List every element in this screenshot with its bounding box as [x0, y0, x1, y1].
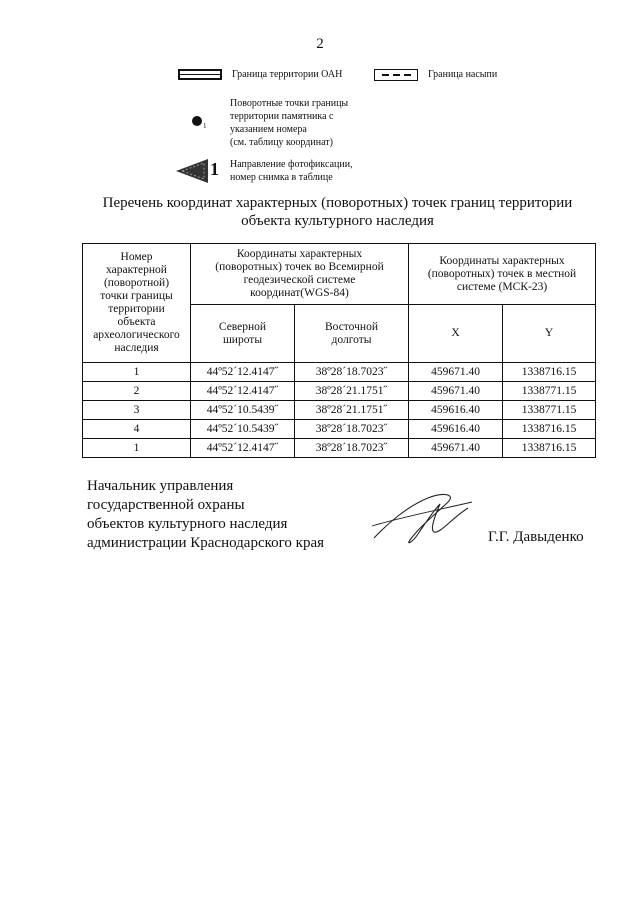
table-row: [83, 401, 596, 420]
legend-turning-line: указанием номера: [230, 124, 307, 135]
cell-y: 1338716.15: [503, 439, 596, 458]
photo-direction-arrow-icon: [174, 156, 224, 186]
header-line: геодезической системе: [243, 274, 356, 286]
legend-embankment-label: Граница насыпи: [428, 69, 498, 80]
legend-turning-line: (см. таблицу координат): [230, 137, 333, 148]
cell-x: 459616.40: [409, 401, 503, 420]
header-line: Восточной: [325, 320, 378, 333]
header-line: (поворотных) точек во Всемирной: [215, 261, 384, 273]
signer-position: [87, 477, 324, 553]
cell-point-number: 1: [83, 363, 191, 382]
legend-turning-points: [188, 97, 348, 149]
dashed-boundary-icon: [374, 69, 418, 81]
cell-x: 459671.40: [409, 363, 503, 382]
legend-oan-boundary: [178, 68, 342, 81]
cell-longitude: 38º28´18.7023˝: [295, 363, 409, 382]
header-wgs84: [191, 244, 409, 305]
header-north-latitude: [191, 305, 295, 363]
cell-x: 459616.40: [409, 420, 503, 439]
cell-latitude: 44º52´12.4147˝: [191, 439, 295, 458]
cell-y: 1338716.15: [503, 420, 596, 439]
table-row: [83, 420, 596, 439]
header-line: Номер: [120, 251, 153, 263]
position-line: администрации Краснодарского края: [87, 535, 325, 551]
header-line: системе (МСК-23): [456, 280, 548, 293]
cell-longitude: 38º28´21.1751˝: [295, 382, 409, 401]
header-y: Y: [503, 305, 596, 363]
cell-y: 1338716.15: [503, 363, 596, 382]
document-title: [80, 194, 595, 230]
title-line: Перечень координат характерных (поворотных) точек границ территории: [102, 195, 573, 211]
legend-photo-line: Направление фотофиксации,: [230, 159, 353, 170]
header-line: координат(WGS-84): [250, 287, 349, 299]
cell-latitude: 44º52´12.4147˝: [191, 382, 295, 401]
table-row: [83, 439, 596, 458]
table-row: [83, 382, 596, 401]
legend-photo-label: [230, 158, 353, 184]
coordinates-table: [82, 243, 596, 458]
cell-longitude: 38º28´18.7023˝: [295, 439, 409, 458]
cell-point-number: 1: [83, 439, 191, 458]
position-line: Начальник управления: [87, 478, 234, 494]
cell-latitude: 44º52´10.5439˝: [191, 401, 295, 420]
header-line: долготы: [331, 333, 372, 346]
cell-point-number: 3: [83, 401, 191, 420]
header-point-number: [83, 244, 191, 363]
cell-point-number: 4: [83, 420, 191, 439]
header-line: характерной: [106, 264, 167, 276]
header-x: X: [409, 305, 503, 363]
cell-longitude: 38º28´18.7023˝: [295, 420, 409, 439]
cell-latitude: 44º52´10.5439˝: [191, 420, 295, 439]
header-line: Северной: [218, 320, 267, 333]
title-line: объекта культурного наследия: [241, 213, 434, 229]
table-row: [83, 363, 596, 382]
header-line: (поворотной): [103, 277, 170, 289]
legend-turning-line: территории памятника с: [230, 111, 334, 122]
cell-longitude: 38º28´21.1751˝: [295, 401, 409, 420]
legend-photo-line: номер снимка в таблице: [230, 172, 333, 183]
position-line: объектов культурного наследия: [87, 516, 288, 532]
header-line: Координаты характерных: [439, 254, 565, 267]
cell-y: 1338771.15: [503, 382, 596, 401]
header-line: широты: [222, 333, 263, 346]
header-line: наследия: [114, 342, 159, 354]
header-line: Координаты характерных: [236, 248, 363, 260]
header-line: (поворотных) точек в местной: [427, 267, 577, 280]
double-line-boundary-icon: [178, 69, 222, 80]
header-line: точки границы: [100, 290, 173, 302]
header-line: территории: [108, 303, 165, 315]
cell-latitude: 44º52´12.4147˝: [191, 363, 295, 382]
position-line: государственной охраны: [87, 497, 245, 513]
turning-point-icon: [188, 114, 212, 132]
signer-name: Г.Г. Давыденко: [488, 529, 584, 545]
header-line: археологического: [93, 329, 180, 341]
photo-number: 1: [210, 159, 219, 179]
header-msk23: [409, 244, 596, 305]
header-east-longitude: [295, 305, 409, 363]
legend-turning-points-label: [230, 97, 348, 149]
cell-point-number: 2: [83, 382, 191, 401]
legend-embankment-boundary: [374, 68, 497, 81]
turning-point-index: 1: [203, 122, 207, 130]
cell-y: 1338771.15: [503, 401, 596, 420]
legend-turning-line: Поворотные точки границы: [230, 98, 349, 109]
cell-x: 459671.40: [409, 439, 503, 458]
header-line: объекта: [117, 316, 156, 328]
page-number: 2: [316, 36, 324, 52]
handwritten-signature: [368, 488, 478, 548]
cell-x: 459671.40: [409, 382, 503, 401]
legend-oan-label: Граница территории ОАН: [232, 69, 343, 80]
legend-photo-direction: [174, 156, 353, 186]
